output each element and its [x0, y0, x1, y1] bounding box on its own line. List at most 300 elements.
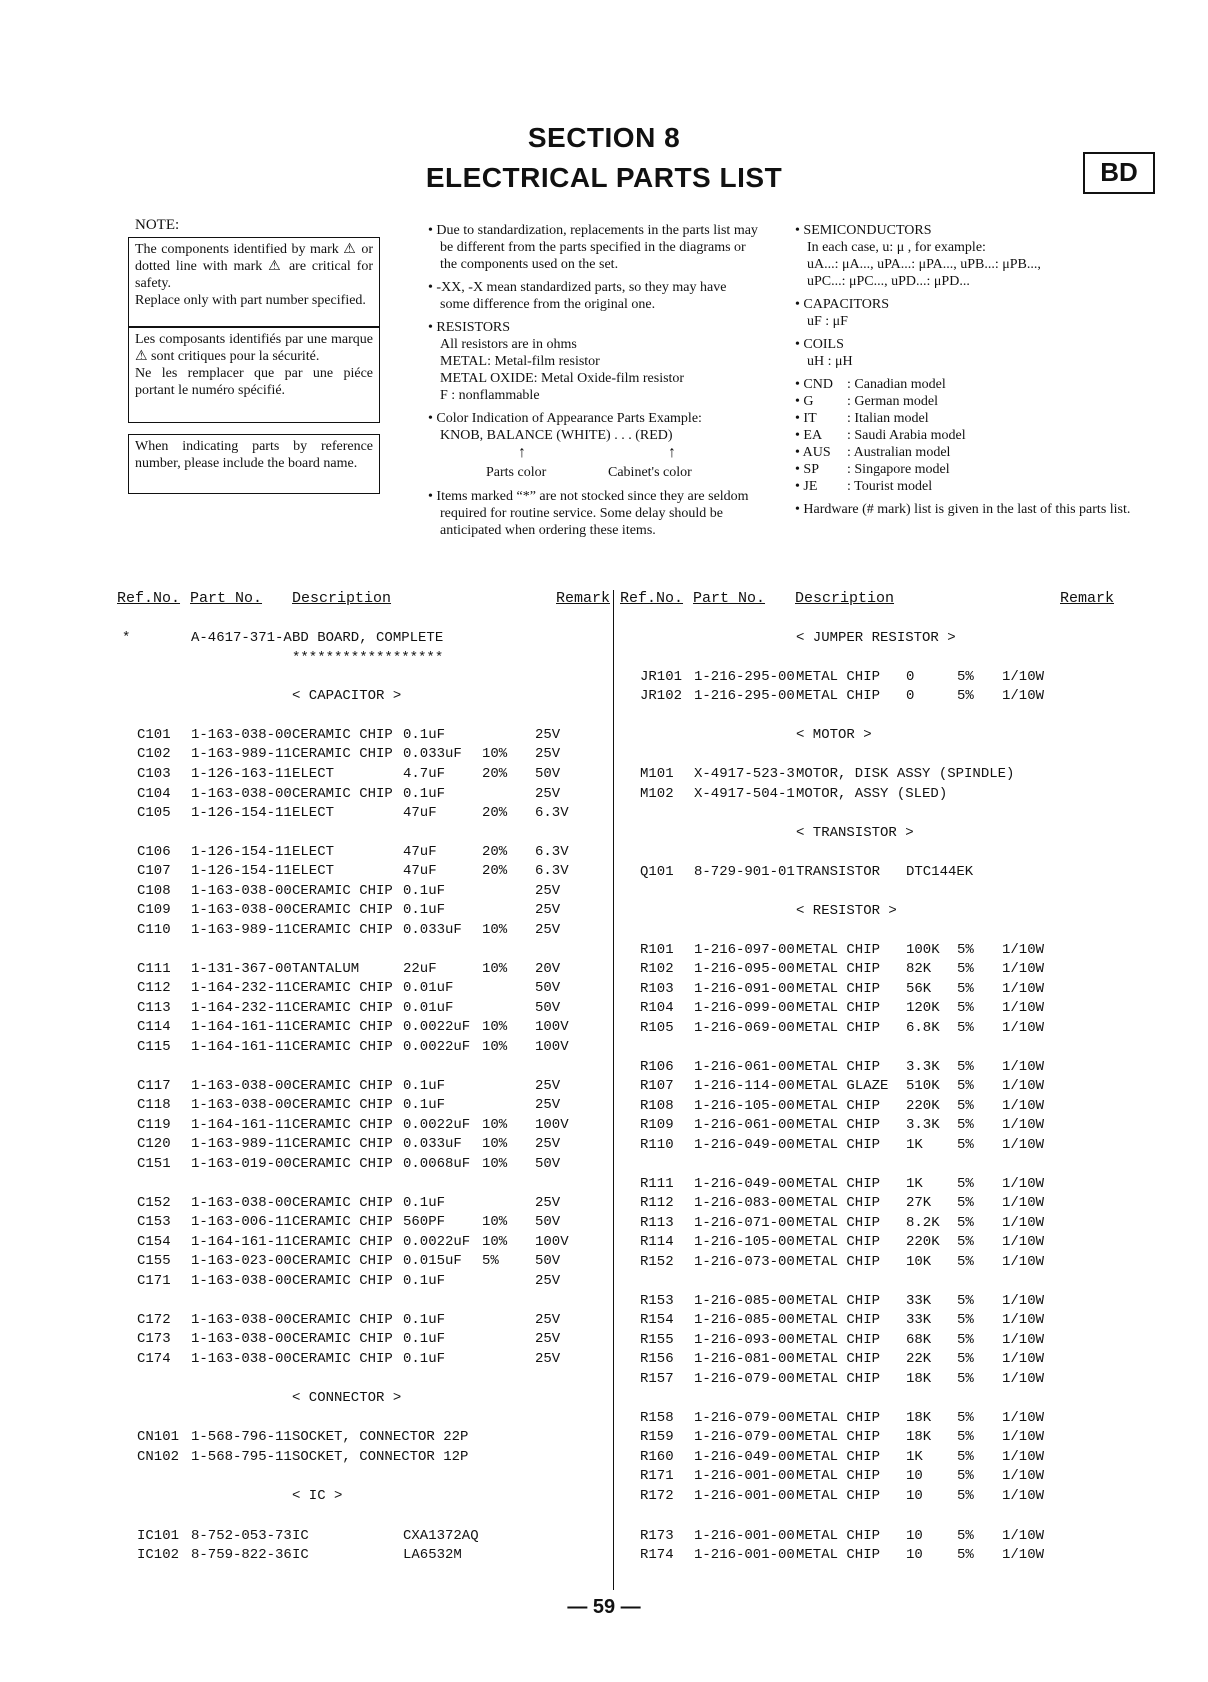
- arrow-up-icon: ↑: [518, 444, 526, 461]
- note-resistors: • RESISTORS: [428, 320, 511, 335]
- cell-ref: C110: [137, 922, 171, 938]
- section-heading-label: < CAPACITOR >: [292, 688, 402, 704]
- model-row: [795, 427, 966, 444]
- cell-part: 1-126-154-11: [191, 863, 292, 879]
- cell-v1: 0.1uF: [403, 1097, 446, 1113]
- note-hardware: • Hardware (# mark) list is given in the last of this parts list.: [795, 502, 1131, 517]
- table-row: [0, 1427, 1208, 1447]
- cell-desc: METAL CHIP: [796, 1000, 881, 1016]
- table-row: [0, 1545, 1208, 1565]
- cell-v3: 25V: [535, 1312, 561, 1328]
- cell-v2: 20%: [482, 844, 508, 860]
- cell-desc: CERAMIC CHIP: [292, 883, 393, 899]
- cell-ref: C108: [137, 883, 171, 899]
- cell-v3: 25V: [535, 786, 561, 802]
- cell-part: 1-163-038-00: [191, 1078, 292, 1094]
- cell-v3: 1/10W: [1002, 1371, 1045, 1387]
- right-header-part: Part No.: [693, 590, 766, 607]
- cell-part: 1-163-989-11: [191, 746, 292, 762]
- cell-part: 1-216-079-00: [694, 1371, 795, 1387]
- cell-v2: 5%: [957, 942, 974, 958]
- cell-v1: 0.033uF: [403, 746, 462, 762]
- cell-desc: CERAMIC CHIP: [292, 786, 393, 802]
- cell-v1: 0: [906, 669, 915, 685]
- cell-v3: 100V: [535, 1234, 569, 1250]
- cell-v2: 5%: [957, 688, 974, 704]
- model-code: • SP: [795, 462, 819, 477]
- cell-desc: MOTOR, ASSY (SLED): [796, 786, 948, 802]
- cell-v2: 5%: [957, 1332, 974, 1348]
- cell-v3: 1/10W: [1002, 1312, 1045, 1328]
- cell-v3: 25V: [535, 1195, 561, 1211]
- cell-v3: 1/10W: [1002, 1528, 1045, 1544]
- table-row: [0, 784, 1208, 804]
- cell-ref: R158: [640, 1410, 674, 1426]
- model-desc: : Canadian model: [847, 377, 946, 392]
- cell-part: 1-163-989-11: [191, 1136, 292, 1152]
- note-semiconductors: • SEMICONDUCTORS: [795, 223, 932, 238]
- cell-v3: 25V: [535, 922, 561, 938]
- note-resistors-nonflammable: F : nonflammable: [440, 388, 540, 403]
- cell-ref: CN102: [137, 1449, 180, 1465]
- cell-ref: JR101: [640, 669, 683, 685]
- cell-part: 1-216-049-00: [694, 1176, 795, 1192]
- cell-part: 1-163-989-11: [191, 922, 292, 938]
- cell-desc: IC: [292, 1547, 309, 1563]
- model-desc: : Saudi Arabia model: [847, 428, 966, 443]
- safety-note-en-line2: Replace only with part number specified.: [135, 293, 366, 308]
- model-legend: [795, 376, 966, 495]
- cell-v2: 10%: [482, 1039, 508, 1055]
- safety-note-fr-line2: Ne les remplacer que par une piéce portant le numéro spécifié.: [135, 366, 373, 398]
- cell-part: 1-164-232-11: [191, 1000, 292, 1016]
- cell-v2: 20%: [482, 766, 508, 782]
- cell-v1: 10K: [906, 1254, 932, 1270]
- cabinet-color-label: Cabinet's color: [608, 465, 692, 480]
- cell-desc: ELECT: [292, 844, 335, 860]
- cell-desc: CERAMIC CHIP: [292, 746, 393, 762]
- cell-desc: METAL CHIP: [796, 1020, 881, 1036]
- cell-desc: CERAMIC CHIP: [292, 1117, 393, 1133]
- cell-v3: 25V: [535, 1136, 561, 1152]
- cell-v3: 100V: [535, 1039, 569, 1055]
- cell-v1: 1K: [906, 1449, 923, 1465]
- cell-ref: R153: [640, 1293, 674, 1309]
- cell-v3: 1/10W: [1002, 1215, 1045, 1231]
- cell-v1: DTC144EK: [906, 864, 974, 880]
- table-row: [0, 1037, 1208, 1057]
- cell-v3: 25V: [535, 1097, 561, 1113]
- cell-ref: C105: [137, 805, 171, 821]
- cell-ref: R112: [640, 1195, 674, 1211]
- cell-v2: 5%: [957, 1410, 974, 1426]
- cell-part: 1-164-232-11: [191, 980, 292, 996]
- cell-v3: 25V: [535, 1078, 561, 1094]
- cell-v1: 0.1uF: [403, 786, 446, 802]
- note-resistors-ohms: All resistors are in ohms: [440, 337, 577, 352]
- cell-desc: CERAMIC CHIP: [292, 1234, 393, 1250]
- cell-v3: 1/10W: [1002, 1176, 1045, 1192]
- model-desc: : Tourist model: [847, 479, 933, 494]
- cell-part: 1-216-105-00: [694, 1098, 795, 1114]
- table-row: [0, 1310, 1208, 1330]
- cell-v2: 5%: [957, 669, 974, 685]
- model-row: [795, 461, 966, 478]
- cell-v1: 1K: [906, 1176, 923, 1192]
- cell-v3: 1/10W: [1002, 669, 1045, 685]
- cell-desc: METAL CHIP: [796, 1137, 881, 1153]
- model-desc: : Singapore model: [847, 462, 950, 477]
- cell-ref: R110: [640, 1137, 674, 1153]
- cell-v3: 6.3V: [535, 844, 569, 860]
- cell-v2: 5%: [957, 1351, 974, 1367]
- cell-v3: 100V: [535, 1019, 569, 1035]
- cell-v2: 10%: [482, 1019, 508, 1035]
- table-row: [0, 1174, 1208, 1194]
- note-resistors-metal-oxide: METAL OXIDE: Metal Oxide-film resistor: [440, 371, 685, 386]
- cell-v1: 0.033uF: [403, 922, 462, 938]
- left-header-ref: Ref.No.: [117, 590, 181, 607]
- cell-ref: C151: [137, 1156, 171, 1172]
- cell-ref: C111: [137, 961, 171, 977]
- cell-v3: 1/10W: [1002, 688, 1045, 704]
- notes-column-2: [428, 222, 758, 545]
- table-row: [0, 920, 1208, 940]
- cell-part: 1-126-163-11: [191, 766, 292, 782]
- page-title: ELECTRICAL PARTS LIST: [425, 162, 783, 193]
- cell-desc: CERAMIC CHIP: [292, 1097, 393, 1113]
- cell-v1: 33K: [906, 1312, 932, 1328]
- cell-desc: IC: [292, 1528, 309, 1544]
- table-row: [0, 1213, 1208, 1233]
- cell-ref: C117: [137, 1078, 171, 1094]
- cell-ref: R160: [640, 1449, 674, 1465]
- table-row: [0, 1018, 1208, 1038]
- cell-v1: 4.7uF: [403, 766, 446, 782]
- cell-v2: 5%: [957, 1547, 974, 1563]
- cell-desc: CERAMIC CHIP: [292, 1273, 393, 1289]
- cell-part: 1-216-079-00: [694, 1429, 795, 1445]
- cell-v2: 5%: [957, 1528, 974, 1544]
- cell-v2: 5%: [957, 1000, 974, 1016]
- cell-part: 1-163-038-00: [191, 1312, 292, 1328]
- cell-desc: CERAMIC CHIP: [292, 922, 393, 938]
- cell-v1: 0.015uF: [403, 1253, 462, 1269]
- cell-part: 1-216-081-00: [694, 1351, 795, 1367]
- cell-v3: 1/10W: [1002, 1410, 1045, 1426]
- cell-v3: 6.3V: [535, 805, 569, 821]
- section-heading-label: < CONNECTOR >: [292, 1390, 402, 1406]
- cell-ref: R172: [640, 1488, 674, 1504]
- cell-v3: 100V: [535, 1117, 569, 1133]
- cell-desc: METAL CHIP: [796, 1117, 881, 1133]
- model-code: • JE: [795, 479, 818, 494]
- cell-v2: 10%: [482, 1117, 508, 1133]
- cell-v1: 0.1uF: [403, 883, 446, 899]
- cell-v1: 0.1uF: [403, 727, 446, 743]
- cell-v2: 5%: [957, 981, 974, 997]
- table-row: [0, 1408, 1208, 1428]
- cell-v1: 56K: [906, 981, 932, 997]
- cell-v1: 10: [906, 1547, 923, 1563]
- table-row: [0, 1466, 1208, 1486]
- table-row: [0, 686, 1208, 706]
- cell-part: 1-163-038-00: [191, 1351, 292, 1367]
- note-resistors-metal: METAL: Metal-film resistor: [440, 354, 600, 369]
- cell-v2: 10%: [482, 922, 508, 938]
- cell-v1: 0: [906, 688, 915, 704]
- cell-desc: CERAMIC CHIP: [292, 1195, 393, 1211]
- model-code: • IT: [795, 411, 817, 426]
- cell-part: 1-163-038-00: [191, 727, 292, 743]
- cell-part: 1-216-085-00: [694, 1293, 795, 1309]
- cell-part: 1-163-038-00: [191, 1273, 292, 1289]
- cell-ref: C153: [137, 1214, 171, 1230]
- cell-ref: IC102: [137, 1547, 180, 1563]
- cell-desc: METAL CHIP: [796, 1547, 881, 1563]
- cell-part: 1-163-006-11: [191, 1214, 292, 1230]
- cell-v1: 0.0022uF: [403, 1019, 471, 1035]
- reference-note-text: When indicating parts by reference number, please include the board name.: [135, 439, 373, 471]
- model-desc: : German model: [847, 394, 938, 409]
- cell-part: 1-216-069-00: [694, 1020, 795, 1036]
- cell-v3: 1/10W: [1002, 1020, 1045, 1036]
- cell-v1: 0.1uF: [403, 1351, 446, 1367]
- table-row: [0, 979, 1208, 999]
- table-row: [0, 1526, 1208, 1546]
- cell-v3: 1/10W: [1002, 1078, 1045, 1094]
- model-row: [795, 393, 966, 410]
- model-desc: : Italian model: [847, 411, 929, 426]
- model-row: [795, 444, 966, 461]
- cell-ref: C154: [137, 1234, 171, 1250]
- cell-part: 1-163-038-00: [191, 1331, 292, 1347]
- cell-desc: METAL CHIP: [796, 1351, 881, 1367]
- table-row: [0, 1330, 1208, 1350]
- cell-v3: 1/10W: [1002, 942, 1045, 958]
- cell-v1: 0.0022uF: [403, 1039, 471, 1055]
- cell-desc: METAL CHIP: [796, 1410, 881, 1426]
- cell-ref: R152: [640, 1254, 674, 1270]
- cell-ref: IC101: [137, 1528, 180, 1544]
- cell-part: 1-163-038-00: [191, 883, 292, 899]
- cell-desc: METAL CHIP: [796, 669, 881, 685]
- cell-part: 1-216-049-00: [694, 1137, 795, 1153]
- cell-desc: METAL CHIP: [796, 1312, 881, 1328]
- cell-v1: 82K: [906, 961, 932, 977]
- cell-part: 1-216-061-00: [694, 1059, 795, 1075]
- cell-ref: C114: [137, 1019, 171, 1035]
- cell-ref: C171: [137, 1273, 171, 1289]
- table-row: [0, 998, 1208, 1018]
- cell-v1: LA6532M: [403, 1547, 462, 1563]
- cell-desc: METAL CHIP: [796, 1371, 881, 1387]
- table-row: [0, 940, 1208, 960]
- cell-part: X-4917-523-3: [694, 766, 795, 782]
- table-row: [0, 1154, 1208, 1174]
- cell-v3: 1/10W: [1002, 1293, 1045, 1309]
- cell-v3: 1/10W: [1002, 1547, 1045, 1563]
- cell-desc: CERAMIC CHIP: [292, 1156, 393, 1172]
- table-row: [0, 1232, 1208, 1252]
- table-row: [0, 1349, 1208, 1369]
- page-number: — 59 —: [567, 1596, 641, 1618]
- cell-part: 1-216-105-00: [694, 1234, 795, 1250]
- arrow-up-icon: ↑: [668, 444, 676, 461]
- cell-v2: 5%: [957, 1293, 974, 1309]
- color-labels: [428, 464, 758, 482]
- cell-desc: ELECT: [292, 766, 335, 782]
- cell-v2: 5%: [957, 1059, 974, 1075]
- cell-v1: 0.1uF: [403, 1195, 446, 1211]
- cell-v3: 1/10W: [1002, 1488, 1045, 1504]
- cell-v2: 10%: [482, 1156, 508, 1172]
- note-standardization: • Due to standardization, replacements in the parts list may be different from the parts specified in the diagrams or the components used on the set.: [428, 223, 758, 272]
- cell-v2: 10%: [482, 1136, 508, 1152]
- note-capacitors: • CAPACITORS: [795, 297, 889, 312]
- cell-part: 1-216-295-00: [694, 688, 795, 704]
- cell-v3: 1/10W: [1002, 1449, 1045, 1465]
- cell-part: 1-163-038-00: [191, 1195, 292, 1211]
- cell-ref: M101: [640, 766, 674, 782]
- note-coils-uh: uH : μH: [807, 354, 853, 369]
- model-row: [795, 410, 966, 427]
- section-heading: [0, 1388, 1208, 1408]
- cell-v3: 1/10W: [1002, 1468, 1045, 1484]
- model-code: • AUS: [795, 445, 831, 460]
- cell-desc: METAL CHIP: [796, 1468, 881, 1484]
- cell-ref: CN101: [137, 1429, 180, 1445]
- cell-ref: C152: [137, 1195, 171, 1211]
- table-row: [0, 842, 1208, 862]
- model-code: • G: [795, 394, 814, 409]
- cell-desc: METAL CHIP: [796, 1098, 881, 1114]
- cell-v2: 10%: [482, 961, 508, 977]
- safety-note-en-line1: The components identified by mark ⚠ or dotted line with mark ⚠ are critical for safety.: [135, 242, 373, 291]
- cell-ref: R114: [640, 1234, 674, 1250]
- cell-v1: 27K: [906, 1195, 932, 1211]
- cell-ref: C103: [137, 766, 171, 782]
- cell-desc: CERAMIC CHIP: [292, 1039, 393, 1055]
- cell-desc: CERAMIC CHIP: [292, 1312, 393, 1328]
- section-heading-label: < MOTOR >: [796, 727, 872, 743]
- cell-part: 1-216-049-00: [694, 1449, 795, 1465]
- cell-desc: TRANSISTOR: [796, 864, 881, 880]
- cell-v3: 1/10W: [1002, 1098, 1045, 1114]
- cell-part: 1-568-796-11: [191, 1429, 292, 1445]
- cell-v3: 50V: [535, 1214, 561, 1230]
- cell-v3: 25V: [535, 1351, 561, 1367]
- cell-ref: R109: [640, 1117, 674, 1133]
- cell-part: 1-163-038-00: [191, 902, 292, 918]
- cell-part: 1-216-001-00: [694, 1547, 795, 1563]
- cell-desc: CERAMIC CHIP: [292, 980, 393, 996]
- parts-color-label: Parts color: [486, 465, 547, 480]
- section-heading-label: < RESISTOR >: [796, 903, 897, 919]
- section-heading-label: < IC >: [292, 1488, 343, 1504]
- note-color-example: KNOB, BALANCE (WHITE) . . . (RED): [440, 428, 673, 443]
- table-row: [0, 1252, 1208, 1272]
- cell-part: 1-216-114-00: [694, 1078, 795, 1094]
- model-row: [795, 478, 966, 495]
- cell-part: X-4917-504-1: [694, 786, 795, 802]
- cell-v3: 1/10W: [1002, 1117, 1045, 1133]
- cell-v1: 0.1uF: [403, 1078, 446, 1094]
- cell-v2: 5%: [957, 1176, 974, 1192]
- cell-desc: ELECT: [292, 805, 335, 821]
- cell-desc: ELECT: [292, 863, 335, 879]
- cell-ref: C104: [137, 786, 171, 802]
- cell-part: 1-216-079-00: [694, 1410, 795, 1426]
- cell-v1: 220K: [906, 1234, 940, 1250]
- cell-v1: 1K: [906, 1137, 923, 1153]
- cell-v1: 0.1uF: [403, 902, 446, 918]
- cell-v3: 1/10W: [1002, 1137, 1045, 1153]
- cell-v3: 50V: [535, 1000, 561, 1016]
- cell-desc: METAL CHIP: [796, 961, 881, 977]
- note-semiconductors-ex2: uPC...: μPC..., uPD...: μPD...: [807, 274, 970, 289]
- table-row: [0, 667, 1208, 687]
- cell-ref: C173: [137, 1331, 171, 1347]
- table-row: [0, 1135, 1208, 1155]
- cell-desc: ******************: [292, 650, 444, 666]
- cell-v3: 1/10W: [1002, 1000, 1045, 1016]
- cell-v2: 5%: [957, 1429, 974, 1445]
- cell-v1: 220K: [906, 1098, 940, 1114]
- cell-v3: 1/10W: [1002, 1332, 1045, 1348]
- cell-v3: 1/10W: [1002, 1059, 1045, 1075]
- cell-desc: CERAMIC CHIP: [292, 727, 393, 743]
- note-semiconductors-mu: In each case, u: μ , for example:: [807, 240, 986, 255]
- cell-v2: 5%: [957, 1098, 974, 1114]
- cell-part: A-4617-371-A: [191, 630, 292, 646]
- cell-part: 1-216-001-00: [694, 1468, 795, 1484]
- cell-v2: 5%: [482, 1253, 499, 1269]
- cell-ref: R113: [640, 1215, 674, 1231]
- cell-ref: C113: [137, 1000, 171, 1016]
- cell-v1: 47uF: [403, 844, 437, 860]
- cell-part: 1-216-099-00: [694, 1000, 795, 1016]
- cell-v2: 5%: [957, 1312, 974, 1328]
- cell-v1: 0.0068uF: [403, 1156, 471, 1172]
- right-header-desc: Description: [795, 590, 895, 607]
- cell-desc: SOCKET, CONNECTOR 12P: [292, 1449, 469, 1465]
- cell-ref: R155: [640, 1332, 674, 1348]
- cell-v2: 5%: [957, 1020, 974, 1036]
- cell-part: 1-163-038-00: [191, 1097, 292, 1113]
- cell-v1: 22K: [906, 1351, 932, 1367]
- model-code: • CND: [795, 377, 833, 392]
- cell-desc: METAL GLAZE: [796, 1078, 889, 1094]
- cell-v1: 6.8K: [906, 1020, 940, 1036]
- cell-part: 1-216-093-00: [694, 1332, 795, 1348]
- cell-part: 1-216-001-00: [694, 1528, 795, 1544]
- left-header-desc: Description: [292, 590, 392, 607]
- section-heading-label: < TRANSISTOR >: [796, 825, 914, 841]
- cell-ref: C109: [137, 902, 171, 918]
- cell-v3: 1/10W: [1002, 1234, 1045, 1250]
- cell-v2: 5%: [957, 1468, 974, 1484]
- cell-v1: 47uF: [403, 863, 437, 879]
- cell-part: 1-164-161-11: [191, 1039, 292, 1055]
- cell-ref: C115: [137, 1039, 171, 1055]
- cell-part: 1-216-083-00: [694, 1195, 795, 1211]
- cell-part: 1-216-097-00: [694, 942, 795, 958]
- cell-v3: 50V: [535, 1253, 561, 1269]
- cell-desc: METAL CHIP: [796, 1528, 881, 1544]
- cell-desc: METAL CHIP: [796, 1488, 881, 1504]
- cell-v1: 0.1uF: [403, 1331, 446, 1347]
